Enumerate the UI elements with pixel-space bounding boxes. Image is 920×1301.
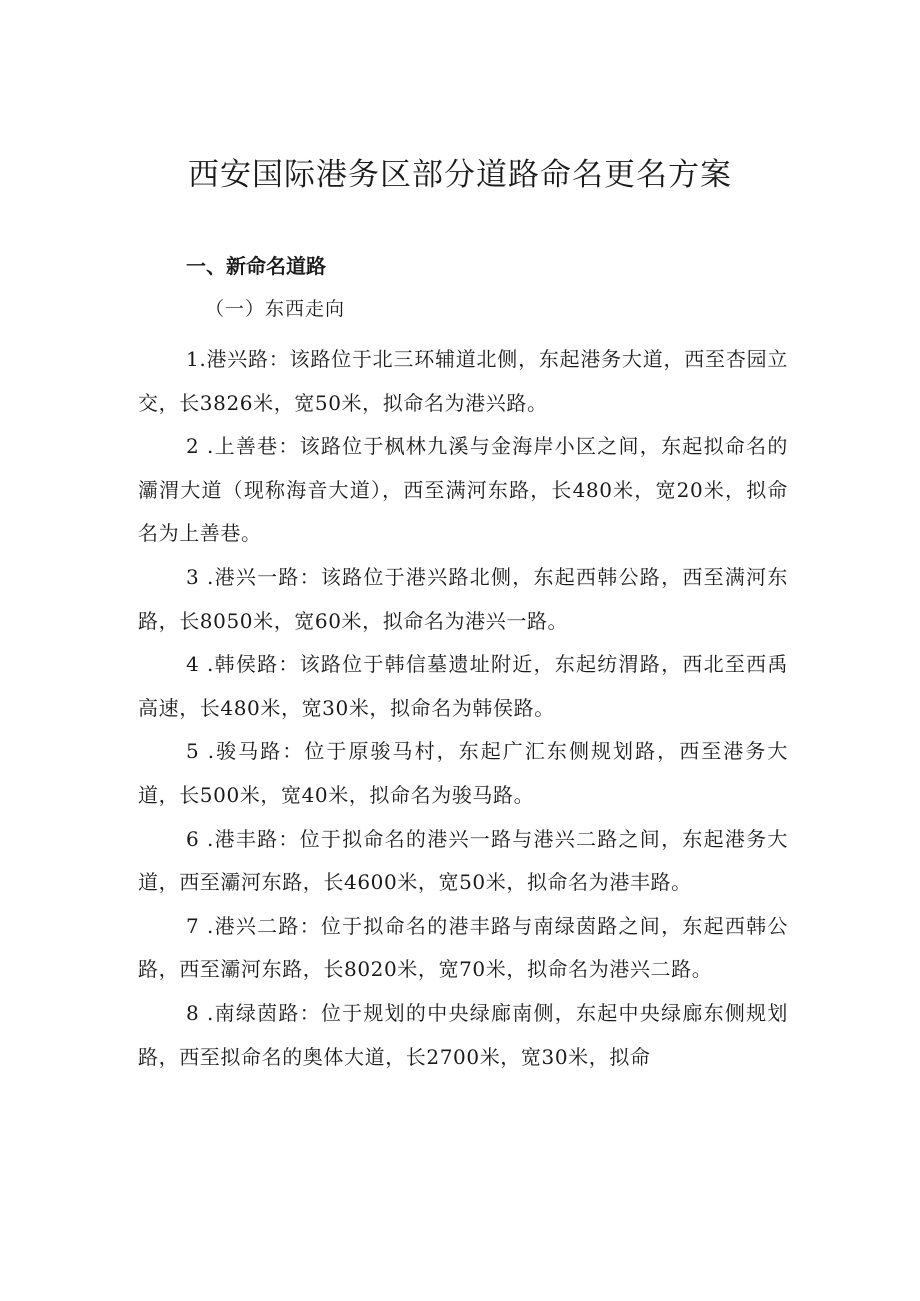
road-item-1: 1.港兴路：该路位于北三环辅道北侧，东起港务大道，西至杏园立交，长3826米，宽50米，拟命名为港兴路。 (138, 347, 788, 415)
road-item-2: 2 .上善巷：该路位于枫林九溪与金海岸小区之间，东起拟命名的灞渭大道（现称海音大道），西至满河东路，长480米，宽20米，拟命名为上善巷。 (138, 434, 788, 546)
road-item-7: 7 .港兴二路：位于拟命名的港丰路与南绿茵路之间，东起西韩公路，西至灞河东路，长8020米，宽70米，拟命名为港兴二路。 (138, 913, 788, 982)
road-item-8: 8 .南绿茵路：位于规划的中央绿廊南侧，东起中央绿廊东侧规划路，西至拟命名的奥体大道，长2700米，宽30米，拟命 (138, 1000, 788, 1069)
section-heading: 一、新命名道路 (186, 254, 326, 278)
subsection-heading: （一）东西走向 (205, 298, 346, 320)
document-title: 西安国际港务区部分道路命名更名方案 (188, 157, 732, 193)
road-item-4: 4 .韩侯路：该路位于韩信墓遗址附近，东起纺渭路，西北至西禹高速，长480米，宽30米，拟命名为韩侯路。 (138, 652, 788, 720)
road-list (138, 338, 788, 1079)
road-item-5: 5 .骏马路：位于原骏马村，东起广汇东侧规划路，西至港务大道，长500米，宽40米，拟命名为骏马路。 (138, 739, 788, 807)
road-item-6: 6 .港丰路：位于拟命名的港兴一路与港兴二路之间，东起港务大道，西至灞河东路，长4600米，宽50米，拟命名为港丰路。 (138, 826, 788, 895)
road-item-3: 3 .港兴一路：该路位于港兴路北侧，东起西韩公路，西至满河东路，长8050米，宽60米，拟命名为港兴一路。 (138, 564, 788, 633)
